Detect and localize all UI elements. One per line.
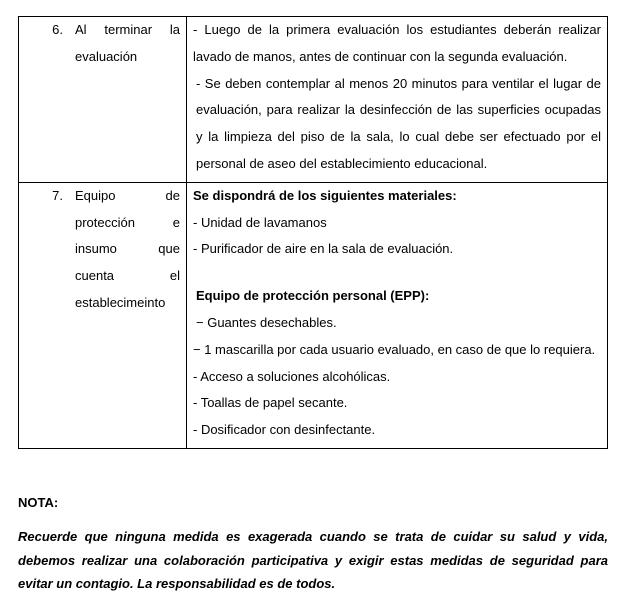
row-7-content-cell <box>187 182 608 448</box>
note-text: Recuerde que ninguna medida es exagerada cuando se trata de cuidar su salud y vida, debemos realizar una colaboración participativa y exigir estas medidas de seguridad para evitar un contagio. La responsabilidad es de todos. <box>18 529 608 591</box>
paragraph: - Se deben contemplar al menos 20 minutos para ventilar el lugar de evaluación, para realizar la desinfección de las superficies ocupadas y la limpieza del piso de la sala, lo cual debe ser efectuado por el personal de aseo del establecimiento educacional. <box>196 75 601 171</box>
protocol-table <box>18 16 608 449</box>
materials-heading: Se dispondrá de los siguientes materiales: <box>193 187 457 203</box>
list-item: - Purificador de aire en la sala de evaluación. <box>193 241 454 257</box>
table-row <box>19 17 608 183</box>
row-title: Al terminar la evaluación <box>75 22 180 64</box>
paragraph: - Luego de la primera evaluación los estudiantes deberán realizar lavado de manos, antes de continuar con la segunda evaluación. <box>193 22 601 64</box>
list-item: − Guantes desechables. <box>196 314 337 330</box>
epp-heading: Equipo de protección personal (EPP): <box>196 288 430 304</box>
list-item: - Dosificador con desinfectante. <box>193 422 376 438</box>
spacer <box>193 263 601 283</box>
row-6-content-cell <box>187 17 608 183</box>
list-item: − 1 mascarilla por cada usuario evaluado, en caso de que lo requiera. <box>193 341 596 357</box>
list-item: - Toallas de papel secante. <box>193 395 348 411</box>
row-number: 7. <box>52 187 63 203</box>
list-item: - Unidad de lavamanos <box>193 214 327 230</box>
list-item: - Acceso a soluciones alcohólicas. <box>193 368 391 384</box>
table-row <box>19 182 608 448</box>
row-7-label-cell <box>19 182 187 448</box>
row-title: Equipo de protección e insumo que cuenta el establecimeinto <box>75 187 180 310</box>
row-6-label-cell <box>19 17 187 183</box>
note-label: NOTA: <box>18 495 59 510</box>
row-number: 6. <box>52 22 63 37</box>
